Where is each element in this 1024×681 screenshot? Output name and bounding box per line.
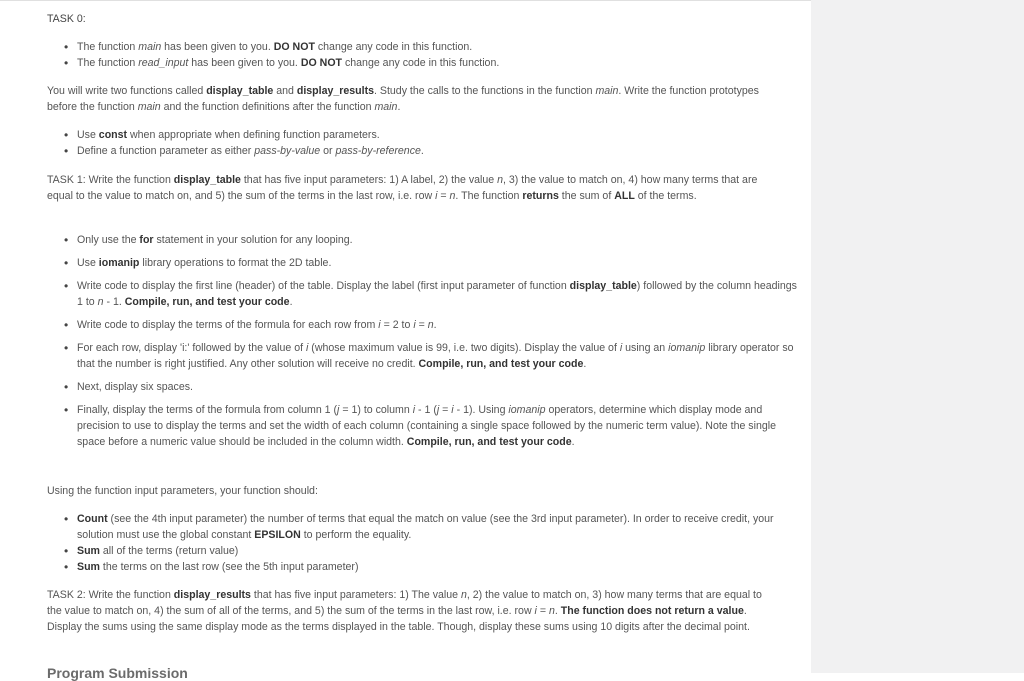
- italic-text: i: [619, 342, 623, 354]
- list-item: • Sum the terms on the last row (see the 5th input parameter): [77, 559, 797, 575]
- bold-text: Count: [77, 513, 108, 525]
- bold-text: returns: [522, 190, 559, 202]
- bold-text: display_table: [569, 280, 637, 292]
- task0-bullets-a: [47, 39, 797, 71]
- bold-text: Compile, run, and test your code: [406, 436, 572, 448]
- italic-text: iomanip: [508, 404, 546, 416]
- bold-text: Sum: [77, 545, 100, 557]
- task2-paragraph: TASK 2: Write the function display_results that has five input parameters: 1) The value n, 2) the value to match on, 3) how many terms that are equal to the value to match on, 4) the sum of all of the terms, and 5) the sum of the terms in the last row, i.e. row i = n. The function does not return a value. Display the sums using the same display mode as the terms displayed in the table. Though, display these sums using 10 digits after the decimal point.: [47, 589, 762, 633]
- list-item: • The function read_input has been given to you. DO NOT change any code in this function.: [77, 55, 797, 71]
- task1-using-text: Using the function input parameters, your function should:: [47, 485, 318, 497]
- italic-text: i: [412, 404, 416, 416]
- italic-text: read_input: [138, 57, 189, 69]
- italic-text: main: [595, 85, 619, 97]
- italic-text: pass-by-value: [254, 145, 321, 157]
- task1-paragraph: TASK 1: Write the function display_table that has five input parameters: 1) A label, 2) the value n, 3) the value to match on, 4) how many terms that are equal to the value to match on, and 5) the sum of the terms in the last row, i.e. row i = n. The function returns the sum of ALL of the terms.: [47, 174, 758, 202]
- task1-should-list: [47, 511, 797, 575]
- list-item: • Finally, display the terms of the formula from column 1 (j = 1) to column i - 1 (j = i - 1). Using iomanip operators, determine which display mode and precision to use to display the terms and set the width of each column (containing a single space followed by the numeric term value). Note the single space before a numeric value should be included in the column width. Compile, run, and test your code.: [77, 402, 797, 450]
- list-item: • Sum all of the terms (return value): [77, 543, 797, 559]
- bold-text: Compile, run, and test your code: [124, 296, 290, 308]
- italic-text: n: [497, 174, 503, 186]
- bold-text: Sum: [77, 561, 100, 573]
- italic-text: n: [427, 319, 434, 331]
- list-item: • Use iomanip library operations to format the 2D table.: [77, 255, 797, 271]
- italic-text: pass-by-reference: [335, 145, 421, 157]
- italic-text: n: [97, 296, 104, 308]
- list-item: • Count (see the 4th input parameter) the number of terms that equal the match on value (see the 3rd input parameter). In order to receive credit, your solution must use the global constant EPSILON to perform the equality.: [77, 511, 797, 543]
- bold-text: The function does not return a value: [560, 605, 744, 617]
- task0-paragraph: You will write two functions called display_table and display_results. Study the calls to the functions in the function main. Write the function prototypes before the function main and the function definitions after the function main.: [47, 85, 759, 113]
- bold-text: display_table: [173, 174, 241, 186]
- program-submission-heading: Program Submission: [47, 665, 188, 681]
- italic-text: i: [534, 605, 537, 617]
- right-side-panel: [811, 0, 1024, 673]
- list-item: • Write code to display the terms of the formula for each row from i = 2 to i = n.: [77, 317, 797, 333]
- italic-text: main: [374, 101, 398, 113]
- list-item: • Use const when appropriate when defining function parameters.: [77, 127, 797, 143]
- italic-text: i: [435, 190, 438, 202]
- bold-text: const: [98, 129, 128, 141]
- bold-text: Compile, run, and test your code: [418, 358, 584, 370]
- italic-text: i: [451, 404, 454, 416]
- bold-text: display_results: [296, 85, 375, 97]
- italic-text: i: [306, 342, 309, 354]
- italic-text: iomanip: [668, 342, 706, 354]
- italic-text: j: [337, 404, 340, 416]
- italic-text: i: [378, 319, 381, 331]
- list-item: • Next, display six spaces.: [77, 379, 797, 395]
- italic-text: main: [138, 41, 162, 53]
- italic-text: j: [436, 404, 440, 416]
- bold-text: DO NOT: [273, 41, 315, 53]
- italic-text: n: [449, 190, 456, 202]
- list-item: • For each row, display 'i:' followed by the value of i (whose maximum value is 99, i.e. two digits). Display the value of i using an iomanip library operator so that the number is right justified. Any other solution will receive no credit. Compile, run, and test your code.: [77, 340, 797, 372]
- italic-text: n: [460, 589, 467, 601]
- bold-text: display_table: [206, 85, 274, 97]
- task0-heading: TASK 0:: [47, 13, 86, 25]
- bold-text: ALL: [614, 190, 635, 202]
- task0-bullets-b: [47, 127, 797, 159]
- list-item: • Only use the for statement in your solution for any looping.: [77, 232, 797, 248]
- list-item: • Define a function parameter as either pass-by-value or pass-by-reference.: [77, 143, 797, 159]
- bold-text: EPSILON: [254, 529, 301, 541]
- task1-bullets: [47, 232, 797, 450]
- bold-text: iomanip: [98, 257, 140, 269]
- bold-text: DO NOT: [300, 57, 343, 69]
- bold-text: display_results: [173, 589, 251, 601]
- italic-text: i: [413, 319, 416, 331]
- list-item: • The function main has been given to you. DO NOT change any code in this function.: [77, 39, 797, 55]
- list-item: • Write code to display the first line (header) of the table. Display the label (first input parameter of function display_table) followed by the column headings 1 to n - 1. Compile, run, and test your code.: [77, 278, 797, 310]
- bold-text: for: [139, 234, 154, 246]
- italic-text: n: [548, 605, 555, 617]
- italic-text: main: [137, 101, 161, 113]
